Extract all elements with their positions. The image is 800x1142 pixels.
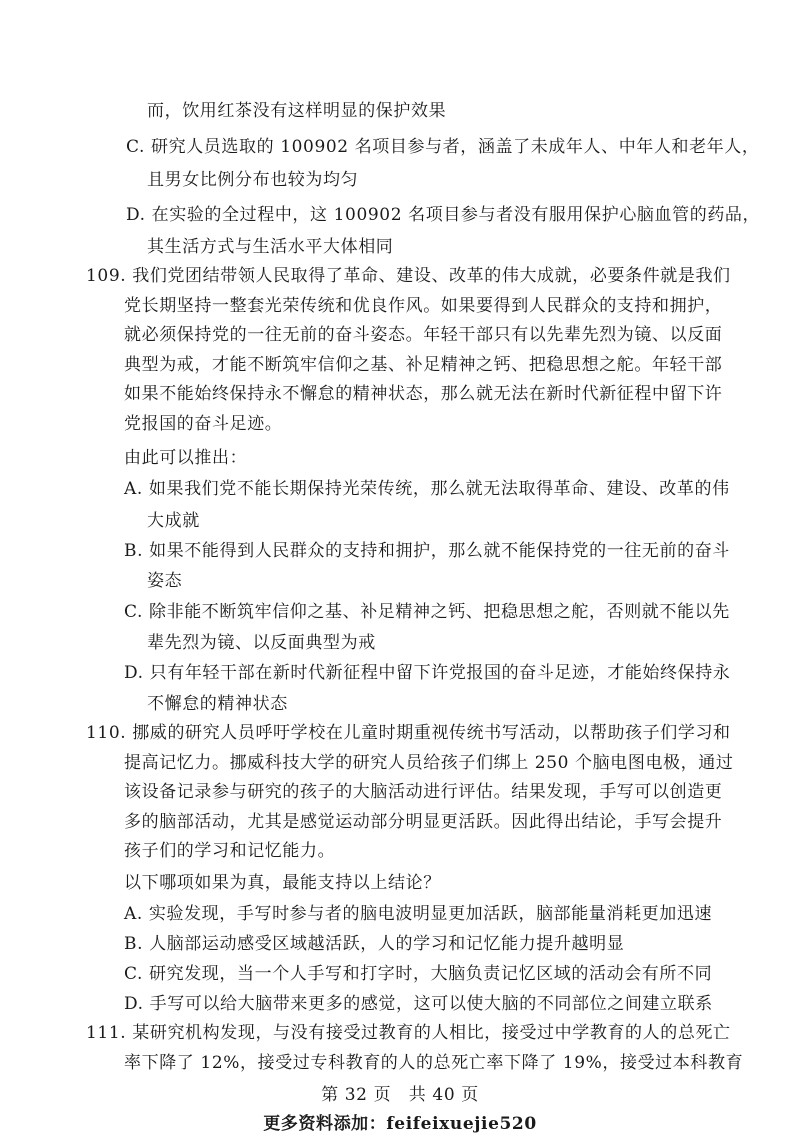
option-d-line: D. 在实验的全过程中，这 100902 名项目参与者没有服用保护心脑血管的药品， [126, 205, 761, 225]
option-text-line: 大成就 [147, 511, 200, 531]
option-d-line: D. 只有年轻干部在新时代新征程中留下许党报国的奋斗足迹，才能始终保持永 [124, 663, 731, 683]
option-text-line: 不懈怠的精神状态 [147, 694, 288, 714]
option-a-line: A. 如果我们党不能长期保持光荣传统，那么就无法取得革命、建设、改革的伟 [124, 479, 730, 499]
question-prompt: 由此可以推出： [124, 448, 248, 468]
option-text-line: 且男女比例分布也较为均匀 [147, 170, 359, 190]
option-text-line: 辈先烈为镜、以反面典型为戒 [147, 633, 376, 653]
question-text-line: 党报国的奋斗足迹。 [124, 414, 283, 434]
question-prompt: 以下哪项如果为真，最能支持以上结论？ [124, 873, 441, 893]
question-text-line: 率下降了 12%，接受过专科教育的人的总死亡率下降了 19%，接受过本科教育 [124, 1053, 744, 1073]
option-b-line: B. 人脑部运动感受区域越活跃，人的学习和记忆能力提升越明显 [124, 934, 625, 954]
option-c-line: C. 研究发现，当一个人手写和打字时，大脑负责记忆区域的活动会有所不同 [124, 964, 713, 984]
option-a-line: A. 实验发现，手写时参与者的脑电波明显更加活跃，脑部能量消耗更加迅速 [124, 904, 713, 924]
question-109-line: 109. 我们党团结带领人民取得了革命、建设、改革的伟大成就，必要条件就是我们 [86, 266, 731, 286]
question-text-line: 多的脑部活动，尤其是感觉运动部分明显更活跃。因此得出结论，手写会提升 [124, 812, 723, 832]
question-text-line: 就必须保持党的一往无前的奋斗姿态。年轻干部只有以先辈先烈为镜、以反面 [124, 325, 723, 345]
option-b-line: B. 如果不能得到人民群众的支持和拥护，那么就不能保持党的一往无前的奋斗 [124, 541, 730, 561]
question-text-line: 如果不能始终保持永不懈怠的精神状态，那么就无法在新时代新征程中留下许 [124, 384, 723, 404]
option-c-line: C. 除非能不断筑牢信仰之基、补足精神之钙、把稳思想之舵，否则就不能以先 [124, 602, 730, 622]
question-text-line: 提高记忆力。挪威科技大学的研究人员给孩子们绑上 250 个脑电图电极，通过 [124, 753, 734, 773]
question-110-line: 110. 挪威的研究人员呼吁学校在儿童时期重视传统书写活动，以帮助孩子们学习和 [86, 723, 731, 743]
question-text-line: 党长期坚持一整套光荣传统和优良作风。如果要得到人民群众的支持和拥护， [124, 296, 723, 316]
footer-note: 更多资料添加：feifeixuejie520 [263, 1114, 537, 1134]
page-number: 第 32 页 共 40 页 [321, 1085, 479, 1105]
question-text-line: 典型为戒，才能不断筑牢信仰之基、补足精神之钙、把稳思想之舵。年轻干部 [124, 355, 723, 375]
question-text-line: 孩子们的学习和记忆能力。 [124, 841, 336, 861]
question-111-line: 111. 某研究机构发现，与没有接受过教育的人相比，接受过中学教育的人的总死亡 [86, 1023, 731, 1043]
question-text-line: 该设备记录参与研究的孩子的大脑活动进行评估。结果发现，手写可以创造更 [124, 782, 723, 802]
option-d-line: D. 手写可以给大脑带来更多的感觉，这可以使大脑的不同部位之间建立联系 [124, 994, 713, 1014]
option-text-line: 姿态 [147, 571, 183, 591]
option-c-line: C. 研究人员选取的 100902 名项目参与者，涵盖了未成年人、中年人和老年人， [126, 137, 760, 157]
option-text-line: 其生活方式与生活水平大体相同 [147, 237, 394, 257]
option-text-line: 而，饮用红茶没有这样明显的保护效果 [147, 101, 447, 121]
